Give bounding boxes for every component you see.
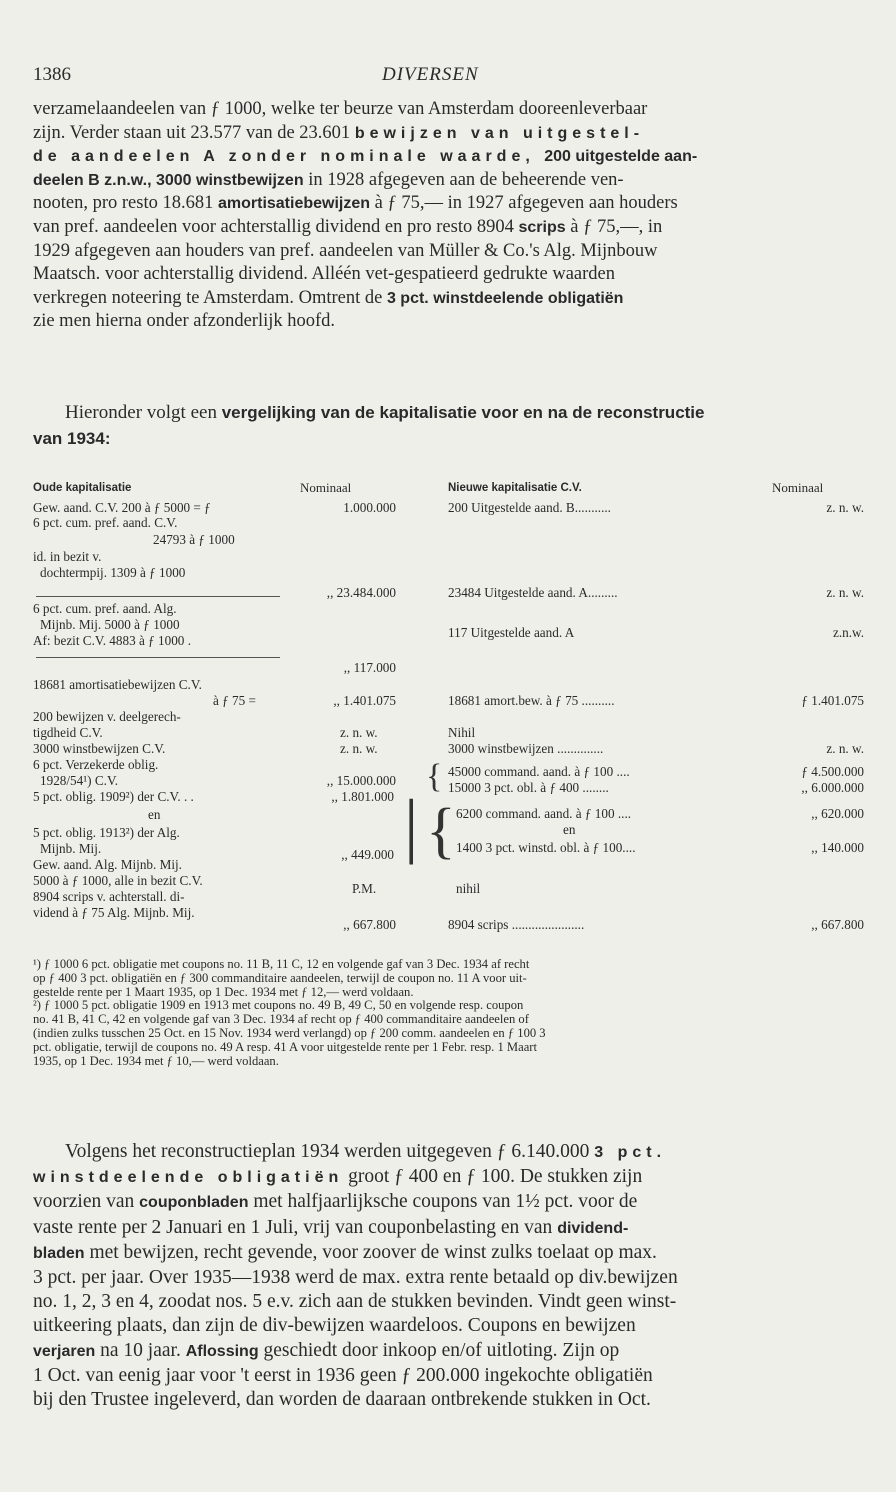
text-line: verkregen noteering te Amsterdam. Omtrent de 3 pct. winstdeelende obligatiën <box>33 287 624 308</box>
new-nominal: ,, 140.000 <box>811 840 864 855</box>
footnote-line: no. 41 B, 41 C, 42 en volgende gaf van 3 Dec. 1934 af recht op ƒ 400 commanditaire aandeelen of <box>33 1012 529 1027</box>
old-nominal: ,, 667.800 <box>343 917 396 932</box>
text-line: vaste rente per 2 Januari en 1 Juli, vrij van couponbelasting en van dividend- <box>33 1216 629 1238</box>
text-line: van 1934: <box>33 429 111 448</box>
old-item: vidend à ƒ 75 Alg. Mijnb. Mij. <box>33 905 195 920</box>
old-nominal: ,, 117.000 <box>343 660 396 675</box>
new-nominal: ƒ 4.500.000 <box>801 764 864 779</box>
footnote-line: pct. obligatie, terwijl de coupons no. 49 A resp. 41 A voor uitgestelde rente per 1 Febr. resp. 1 Maart <box>33 1039 537 1054</box>
new-nominal: z.n.w. <box>832 625 864 640</box>
old-item: à ƒ 75 = <box>213 693 256 708</box>
old-nominal: z. n. w. <box>340 741 378 756</box>
old-nominal: ,, 15.000.000 <box>326 773 396 788</box>
sum-rule <box>36 596 280 597</box>
col-header-old: Oude kapitalisatie <box>33 482 132 494</box>
old-item: 1928/54¹) C.V. <box>40 773 119 788</box>
running-title: DIVERSEN <box>382 64 479 85</box>
text-line: verzamelaandeelen van ƒ 1000, welke ter beurze van Amsterdam dooreenleverbaar <box>33 99 648 119</box>
footnote-line: gestelde rente per 1 Maart 1935, op 1 Dec. 1934 met ƒ 12,— werd voldaan. <box>33 984 414 999</box>
old-item: 5 pct. oblig. 1909²) der C.V. . . <box>33 789 194 804</box>
old-item: 5 pct. oblig. 1913²) der Alg. <box>33 825 180 840</box>
new-item: 117 Uitgestelde aand. A <box>448 625 575 640</box>
new-item: nihil <box>456 881 481 896</box>
col-header-new: Nieuwe kapitalisatie C.V. <box>448 482 582 494</box>
old-nominal: ,, 23.484.000 <box>326 585 396 600</box>
footnote-line: ²) ƒ 1000 5 pct. obligatie 1909 en 1913 met coupons no. 49 B, 49 C, 50 en volgende resp. coupon <box>33 998 524 1013</box>
old-item: 3000 winstbewijzen C.V. <box>33 741 166 756</box>
text-line: 1929 afgegeven aan houders van pref. aandeelen van Müller & Co.'s Alg. Mijnbouw <box>33 240 658 261</box>
footnote-line: (indien zulks tusschen 25 Oct. en 15 Nov. 1934 werd verlangd) op ƒ 200 comm. aandeelen en ƒ 100 3 <box>33 1025 546 1040</box>
text-line: deelen B z.n.w., 3000 winstbewijzen in 1928 afgegeven aan de beheerende ven- <box>33 169 624 190</box>
new-item: 45000 command. aand. à ƒ 100 .... <box>448 764 630 779</box>
col-header-old-nominal: Nominaal <box>300 480 352 495</box>
old-item: 18681 amortisatiebewijzen C.V. <box>33 677 202 692</box>
old-item: 200 bewijzen v. deelgerech- <box>33 709 181 724</box>
old-item: Af: bezit C.V. 4883 à ƒ 1000 . <box>33 633 191 648</box>
text-line: 3 pct. per jaar. Over 1935—1938 werd de max. extra rente betaald op div.bewijzen <box>33 1267 678 1289</box>
new-item: 6200 command. aand. à ƒ 100 .... <box>456 806 632 821</box>
footnote-line: 1935, op 1 Dec. 1934 met ƒ 10,— werd voldaan. <box>33 1053 279 1068</box>
col-header-new-nominal: Nominaal <box>772 480 824 495</box>
old-nominal: ,, 1.401.075 <box>333 693 396 708</box>
new-item: 8904 scrips ...................... <box>448 917 585 932</box>
text-line: Maatsch. voor achterstallig dividend. Alléén vet-gespatieerd gedrukte waarden <box>33 264 616 285</box>
footnotes <box>33 958 865 1068</box>
new-item: 3000 winstbewijzen .............. <box>448 741 604 756</box>
old-item: Mijnb. Mij. <box>40 841 102 856</box>
brace-bracket: { <box>426 758 443 795</box>
old-item: en <box>148 807 161 822</box>
old-item: tigdheid C.V. <box>33 725 103 740</box>
old-nominal: ,, 449.000 <box>341 847 394 862</box>
text-line: bladen met bewijzen, recht gevende, voor zoover de winst zulks toelaat op max. <box>33 1241 657 1263</box>
comparison-heading <box>33 400 865 452</box>
text-line: 1 Oct. van eenig jaar voor 't eerst in 1936 geen ƒ 200.000 ingekochte obligatiën <box>33 1364 653 1386</box>
text-line: van pref. aandeelen voor achterstallig dividend en pro resto 8904 scrips à ƒ 75,—, in <box>33 216 663 237</box>
old-nominal: z. n. w. <box>340 725 378 740</box>
old-item: Mijnb. Mij. 5000 à ƒ 1000 <box>40 617 180 632</box>
old-item: Gew. aand. C.V. 200 à ƒ 5000 = ƒ <box>33 500 211 515</box>
new-item: 200 Uitgestelde aand. B........... <box>448 500 611 515</box>
new-item: 1400 3 pct. winstd. obl. à ƒ 100.... <box>456 840 636 855</box>
new-item: Nihil <box>448 725 476 740</box>
old-nominal: 1.000.000 <box>343 500 396 515</box>
sum-rule <box>36 657 280 658</box>
old-item: 6 pct. Verzekerde oblig. <box>33 757 159 772</box>
new-item: 15000 3 pct. obl. à ƒ 400 ........ <box>448 780 609 795</box>
old-item: Gew. aand. Alg. Mijnb. Mij. <box>33 857 182 872</box>
new-item: en <box>563 822 576 837</box>
old-item: 24793 à ƒ 1000 <box>153 532 235 547</box>
old-item: dochtermpij. 1309 à ƒ 1000 <box>40 565 186 580</box>
text-line: bij den Trustee ingeleverd, dan worden de daaraan ontbrekende stukken in Oct. <box>33 1389 651 1411</box>
new-nominal: z. n. w. <box>826 741 864 756</box>
brace-bracket: { <box>426 797 456 865</box>
text-line: verjaren na 10 jaar. Aflossing geschiedt door inkoop en/of uitloting. Zijn op <box>33 1339 620 1361</box>
footnote-line: ¹) ƒ 1000 6 pct. obligatie met coupons no. 11 B, 11 C, 12 en volgende gaf van 3 Dec. 1934 af recht <box>33 957 530 971</box>
old-item: 8904 scrips v. achterstall. di- <box>33 889 185 904</box>
text-line: voorzien van couponbladen met halfjaarlijksche coupons van 1½ pct. voor de <box>33 1191 638 1213</box>
text-line: Hieronder volgt een vergelijking van de kapitalisatie voor en na de reconstructie <box>65 402 705 423</box>
old-nominal: ,, 1.801.000 <box>331 789 394 804</box>
text-line: nooten, pro resto 18.681 amortisatiebewijzen à ƒ 75,— in 1927 afgegeven aan houders <box>33 193 678 214</box>
new-item: 23484 Uitgestelde aand. A......... <box>448 585 618 600</box>
new-item: 18681 amort.bew. à ƒ 75 .......... <box>448 693 615 708</box>
text-line: Volgens het reconstructieplan 1934 werden uitgegeven ƒ 6.140.000 3 pct. <box>65 1141 667 1162</box>
old-item: 5000 à ƒ 1000, alle in bezit C.V. <box>33 873 203 888</box>
page-number: 1386 <box>33 64 71 85</box>
text-line: zijn. Verder staan uit 23.577 van de 23.601 bewijzen van uitgestel- <box>33 122 645 143</box>
brace-bracket: | <box>404 785 419 865</box>
text-line: winstdeelende obligatiën groot ƒ 400 en ƒ 100. De stukken zijn <box>33 1166 643 1188</box>
text-line: no. 1, 2, 3 en 4, zoodat nos. 5 e.v. zich aan de stukken bevinden. Vindt geen winst- <box>33 1291 677 1313</box>
footnote-line: op ƒ 400 3 pct. obligatiën en ƒ 300 commanditaire aandeelen, terwijl de coupon no. 11 A voor uit- <box>33 970 527 985</box>
text-line: de aandeelen A zonder nominale waarde, 200 uitgestelde aan- <box>33 148 698 166</box>
new-nominal: z. n. w. <box>826 585 864 600</box>
old-item: id. in bezit v. <box>33 549 102 564</box>
new-nominal: ,, 6.000.000 <box>801 780 864 795</box>
closing-paragraph <box>33 1140 865 1412</box>
new-nominal: ƒ 1.401.075 <box>801 693 864 708</box>
new-nominal: ,, 620.000 <box>811 806 864 821</box>
old-nominal: P.M. <box>352 881 377 896</box>
text-line: uitkeering plaats, dan zijn de div-bewijzen waardeloos. Coupons en bewijzen <box>33 1315 636 1337</box>
intro-paragraph <box>33 98 865 334</box>
new-nominal: z. n. w. <box>826 500 864 515</box>
text-line: zie men hierna onder afzonderlijk hoofd. <box>33 311 336 332</box>
old-item: 6 pct. cum. pref. aand. C.V. <box>33 515 178 530</box>
new-nominal: ,, 667.800 <box>811 917 864 932</box>
old-item: 6 pct. cum. pref. aand. Alg. <box>33 601 177 616</box>
